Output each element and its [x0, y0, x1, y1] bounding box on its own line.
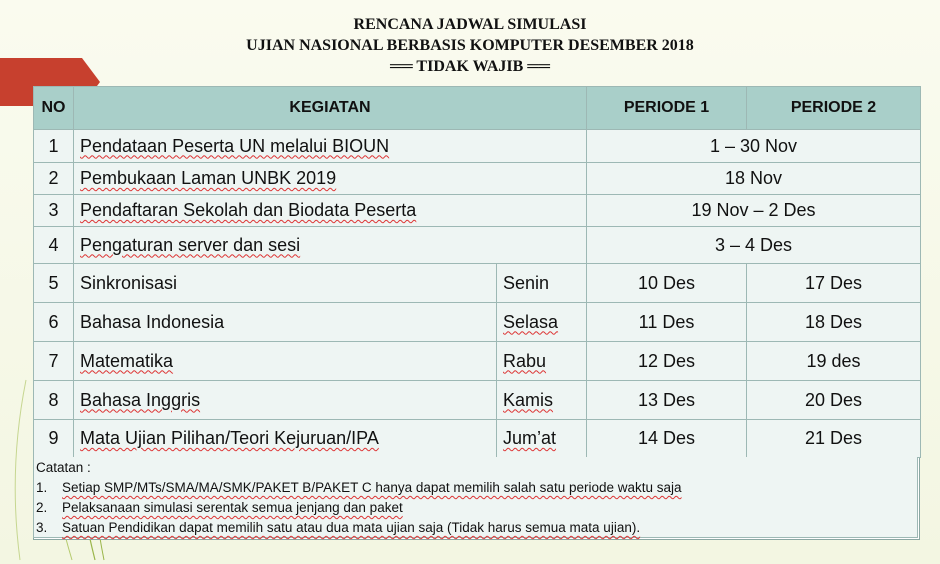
day-text: Rabu — [503, 350, 547, 371]
title-line-2: UJIAN NASIONAL BERBASIS KOMPUTER DESEMBER 2018 — [246, 37, 694, 54]
period-2-cell: 20 Des — [747, 381, 921, 420]
activity-text: Pengaturan server dan sesi — [80, 234, 301, 255]
notes-heading: Catatan : — [36, 460, 91, 475]
subject-cell — [74, 342, 497, 381]
table-row — [34, 227, 921, 264]
note-number: 2. — [36, 500, 48, 515]
table-header-row — [34, 87, 921, 130]
schedule-table — [33, 86, 921, 458]
period-2-cell: 19 des — [747, 342, 921, 381]
period-2-cell: 21 Des — [747, 420, 921, 458]
table-row — [34, 420, 921, 458]
day-cell — [497, 381, 587, 420]
page-title — [0, 14, 940, 77]
row-number: 8 — [34, 381, 74, 420]
table-row — [34, 195, 921, 227]
period-merged-cell: 18 Nov — [587, 163, 921, 195]
note-item — [36, 478, 917, 498]
note-item — [36, 498, 917, 518]
table-row — [34, 264, 921, 303]
day-text: Selasa — [503, 311, 559, 332]
subject-cell — [74, 381, 497, 420]
title-line-1: RENCANA JADWAL SIMULASI — [353, 16, 587, 33]
row-number: 9 — [34, 420, 74, 458]
subject-text: Mata Ujian Pilihan/Teori Kejuruan/IPA — [80, 428, 379, 448]
activity-text: Pembukaan Laman UNBK 2019 — [80, 168, 337, 188]
subject-cell: Bahasa Indonesia — [74, 303, 497, 342]
table-row — [34, 342, 921, 381]
title-line-3: ══ TIDAK WAJIB ══ — [390, 58, 550, 75]
note-number: 3. — [36, 520, 48, 535]
activity-cell — [74, 195, 587, 227]
table-row — [34, 381, 921, 420]
row-number: 2 — [34, 163, 74, 195]
activity-cell — [74, 130, 587, 163]
day-cell: Senin — [497, 264, 587, 303]
period-1-cell: 12 Des — [587, 342, 747, 381]
period-1-cell: 11 Des — [587, 303, 747, 342]
row-number: 3 — [34, 195, 74, 227]
note-text: Satuan Pendidikan dapat memilih satu atau dua mata ujian saja (Tidak harus semua mata ujian). — [62, 520, 641, 535]
activity-text: Pendaftaran Sekolah dan Biodata Peserta — [80, 200, 417, 220]
day-cell — [497, 303, 587, 342]
period-2-cell: 18 Des — [747, 303, 921, 342]
row-number: 5 — [34, 264, 74, 303]
note-text: Pelaksanaan simulasi serentak semua jenjang dan paket — [62, 500, 403, 515]
day-cell — [497, 342, 587, 381]
day-text: Kamis — [503, 389, 554, 410]
notes-section — [33, 457, 918, 538]
row-number: 6 — [34, 303, 74, 342]
period-merged-cell: 1 – 30 Nov — [587, 130, 921, 163]
activity-cell — [74, 227, 587, 264]
activity-cell — [74, 163, 587, 195]
table-row — [34, 303, 921, 342]
period-1-cell: 13 Des — [587, 381, 747, 420]
subject-text: Bahasa Inggris — [80, 389, 201, 410]
day-cell — [497, 420, 587, 458]
day-text: Jum’at — [503, 428, 557, 448]
header-period-2: PERIODE 2 — [747, 87, 921, 130]
row-number: 4 — [34, 227, 74, 264]
header-activity: KEGIATAN — [74, 87, 587, 130]
period-2-cell: 17 Des — [747, 264, 921, 303]
row-number: 1 — [34, 130, 74, 163]
table-row — [34, 163, 921, 195]
period-1-cell: 14 Des — [587, 420, 747, 458]
period-merged-cell: 3 – 4 Des — [587, 227, 921, 264]
period-1-cell: 10 Des — [587, 264, 747, 303]
subject-cell: Sinkronisasi — [74, 264, 497, 303]
subject-cell — [74, 420, 497, 458]
note-text: Setiap SMP/MTs/SMA/MA/SMK/PAKET B/PAKET C hanya dapat memilih salah satu periode waktu saja — [62, 480, 682, 495]
period-merged-cell: 19 Nov – 2 Des — [587, 195, 921, 227]
note-number: 1. — [36, 480, 48, 495]
row-number: 7 — [34, 342, 74, 381]
header-period-1: PERIODE 1 — [587, 87, 747, 130]
activity-text: Pendataan Peserta UN melalui BIOUN — [80, 135, 390, 156]
note-item — [36, 518, 917, 538]
table-row — [34, 130, 921, 163]
subject-text: Matematika — [80, 350, 174, 371]
header-no: NO — [34, 87, 74, 130]
